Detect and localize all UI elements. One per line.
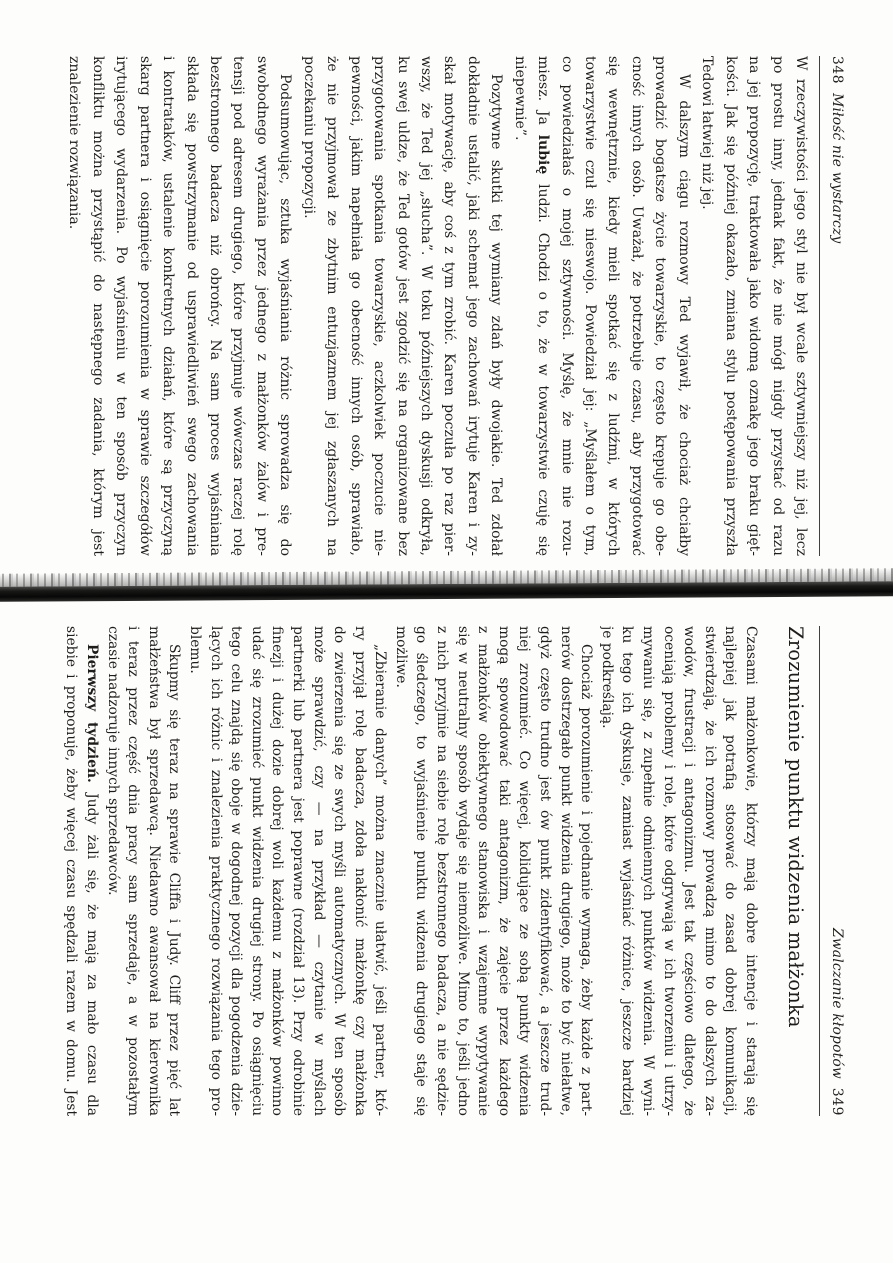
text-line: je podkreślają. bbox=[598, 626, 615, 729]
text-line: małżeństwa był sprzedawcą. Niedawno awansował na kierownika bbox=[145, 626, 162, 1116]
text-line: co powiedziałaś o mojej sztywności. Myślę, że mnie nie rozu- bbox=[558, 56, 575, 556]
text-line: Pierwszy tydzień. Judy żali się, że mają za mało czasu dla bbox=[84, 644, 100, 1116]
text-line: na jej propozycję, traktowała jako widomą oznakę jego braku gięt- bbox=[746, 56, 763, 556]
page-number-349: 349 bbox=[829, 1087, 845, 1116]
text-line: skarg partnera i osiągnięcie porozumienia w sprawie szczegółów bbox=[136, 56, 153, 556]
page-348 bbox=[56, 56, 849, 556]
text-line: niepewnie”. bbox=[511, 56, 528, 141]
text-line: przygotowania spotkania towarzyskie, aczkolwiek poczucie nie- bbox=[371, 56, 388, 556]
text-line: lących ich różnic i znalezienia praktycznego rozwiązania tego pro- bbox=[207, 626, 224, 1116]
text-line: mogą spowodować taki antagonizm, że zajęcie przez każdego bbox=[495, 626, 512, 1116]
text-line: go śledczego, to wyjaśnienie punktu widzenia drugiego staje się bbox=[413, 626, 430, 1116]
page-348-running-header bbox=[819, 56, 849, 556]
text-line: tego celu znajdą się oboje w dogodnej pozycji dla pogodzenia dzie- bbox=[228, 626, 245, 1116]
text-line: z małżonków obiektywnego stanowiska i wzajemne wypytywanie bbox=[475, 626, 492, 1116]
text-line: kości. Jak się później okazało, zmiana stylu postępowania przyszła bbox=[722, 56, 739, 556]
text-line: finezji i dużej dozie dobrej woli każdemu z małżonków powinno bbox=[269, 626, 286, 1116]
text-line: gdyż często trudno jest ów punkt zidentyfikować, a jeszcze trud- bbox=[537, 626, 554, 1116]
text-line: pewności, jakim napełniała go obecność innych osób, sprawiało, bbox=[347, 56, 364, 556]
text-line: może sprawdzić, czy — na przykład — czytanie w myślach bbox=[310, 626, 327, 1116]
text-line: siebie i proponuje, żeby więcej czasu spędzali razem w domu. Jest bbox=[63, 626, 80, 1116]
text-line: znalezienie rozwiązania. bbox=[66, 56, 83, 230]
text-line: ku tego ich dyskusje, zamiast wyjaśniać różnice, jeszcze bardziej bbox=[619, 626, 636, 1116]
text-line: Podsumowując, sztuka wyjaśniania różnic sprowadza się do bbox=[277, 74, 294, 556]
page-349-text-block bbox=[61, 626, 761, 1116]
text-line: Tedowi łatwiej niż jej. bbox=[699, 56, 716, 210]
text-line: Chociaż porozumienie i pojednanie wymaga, żeby każde z part- bbox=[578, 644, 595, 1116]
text-line: W rzeczywistości jego styl nie był wcale sztywniejszy niż jej, lecz bbox=[793, 56, 809, 556]
text-line: miesz. Ja lubię ludzi. Chodzi o to, że w towarzystwie czuję się bbox=[535, 56, 552, 556]
text-line: dokładnie ustalić, jaki schemat jego zachowań irytuje Karen i zy- bbox=[464, 56, 481, 556]
text-line: konfliktu można przystąpić do następnego zadania, którym jest bbox=[89, 56, 106, 556]
text-line: W dalszym ciągu rozmowy Ted wyjawił, że chociaż chciałby bbox=[675, 74, 692, 556]
running-title-349: Zwalczanie kłopotów bbox=[829, 928, 845, 1079]
text-line: wszy, że Ted jej „słucha”. W toku późniejszych dyskusji odkryła, bbox=[418, 56, 434, 556]
text-line: i teraz przez część dnia pracy sam sprzedaje, a w pozostałym bbox=[125, 626, 142, 1116]
text-line: składa się powstrzymanie od usprawiedliwień swego zachowania bbox=[183, 56, 200, 556]
book-spine-shadow bbox=[0, 568, 893, 602]
text-line: skał motywację, aby coś z tym zrobić. Karen poczuła po raz pier- bbox=[441, 56, 458, 556]
page-number-348: 348 bbox=[829, 56, 845, 85]
page-348-text-block bbox=[62, 56, 812, 556]
text-line: z nich przyjmie na siebie rolę bezstronnego badacza, a nie sędzie- bbox=[434, 626, 451, 1116]
text-line: Pozytywne skutki tej wymiany zdań były dwojakie. Ted zdołał bbox=[488, 74, 505, 556]
text-line: „Zbieranie danych” można znacznie ułatwić, jeśli partner, któ- bbox=[372, 644, 389, 1116]
text-line: wodów, frustracji i antagonizmu. Jest tak częściowo dlatego, że bbox=[681, 626, 698, 1116]
text-line: możliwe. bbox=[392, 626, 409, 688]
text-line: się wewnętrznie, kiedy mieli spotkać się z ludźmi, w których bbox=[605, 56, 622, 556]
text-line: się w neutralny sposób wydaje się niemożliwe. Mimo to, jeśli jedno bbox=[454, 626, 471, 1116]
running-title-348: Miłość nie wystarczy bbox=[829, 93, 845, 244]
text-line: oceniają problemy i role, które odgrywają w ich tworzeniu i utrzy- bbox=[660, 626, 677, 1116]
text-line: partnerki lub partnera jest poprawne (rozdział 13). Przy odrobinie bbox=[289, 626, 306, 1116]
text-line: prowadzić bogatsze życie towarzyskie, to często krępuje go obe- bbox=[652, 56, 669, 556]
text-line: ry przyjął rolę badacza, zdoła nakłonić małżonkę czy małżonka bbox=[351, 626, 368, 1116]
text-line: Skupmy się teraz na sprawie Cliffa i Judy. Cliff przez pięć lat bbox=[166, 644, 183, 1116]
text-line: i kontrataków, ustalenie konkretnych działań, które są przyczyną bbox=[160, 56, 177, 556]
text-line: do zwierzenia się ze swych myśli automatycznych. W ten sposób bbox=[331, 626, 348, 1116]
text-line: stwierdzają, że ich rozmowy prowadzą mimo to do dalszych za- bbox=[701, 626, 718, 1116]
text-line: tensji pod adresem drugiego, które przyjmuje wówczas raczej rolę bbox=[230, 56, 247, 556]
text-line: towarzystwie czuł się nieswojo. Powiedział jej: „Myślałem o tym, bbox=[582, 56, 599, 556]
text-line: poczekaniu propozycji. bbox=[300, 56, 317, 219]
text-line: czasie nadzoruje innych sprzedawców. bbox=[104, 626, 121, 896]
text-line: irytującego wydarzenia. Po wyjaśnieniu w ten sposób przyczyn bbox=[113, 56, 130, 556]
text-line: blemu. bbox=[186, 626, 203, 674]
text-line: Czasami małżonkowie, którzy mają dobre intencje i starają się bbox=[743, 626, 759, 1116]
text-line: po prostu inny, jednak fakt, że nie mógł nigdy przystać od razu bbox=[769, 56, 786, 556]
text-line: najlepiej jak potrafią stosować do zasad dobrej komunikacji, bbox=[722, 626, 739, 1116]
page-349-running-header bbox=[819, 626, 849, 1116]
text-line: bezstronnego badacza niż obrońcy. Na sam proces wyjaśniania bbox=[207, 56, 224, 556]
page-349 bbox=[49, 626, 849, 1116]
text-line: niej zrozumieć. Co więcej, kolidujące ze sobą punkty widzenia bbox=[516, 626, 533, 1116]
text-line: nerów dostrzegało punkt widzenia drugiego, może to być niełatwe, bbox=[557, 626, 574, 1116]
section-heading: Zrozumienie punktu widzenia małżonka bbox=[784, 626, 807, 1028]
text-line: ku swej uldze, że Ted gotów jest zgodzić się na organizowane bez bbox=[394, 56, 411, 556]
text-line: mywaniu się, z zupełnie odmiennych punktów widzenia. W wyni- bbox=[640, 626, 657, 1116]
text-line: swobodnego wyrażania przez jednego z małżonków żalów i pre- bbox=[253, 56, 270, 556]
text-line: cność innych osób. Uważał, że potrzebuje czasu, aby przygotować bbox=[628, 56, 645, 556]
text-line: że nie przyjmował ze zbytnim entuzjazmem jej zgłaszanych na bbox=[324, 56, 341, 556]
text-line: udać się zrozumieć punkt widzenia drugiej strony. Po osiągnięciu bbox=[248, 626, 265, 1116]
